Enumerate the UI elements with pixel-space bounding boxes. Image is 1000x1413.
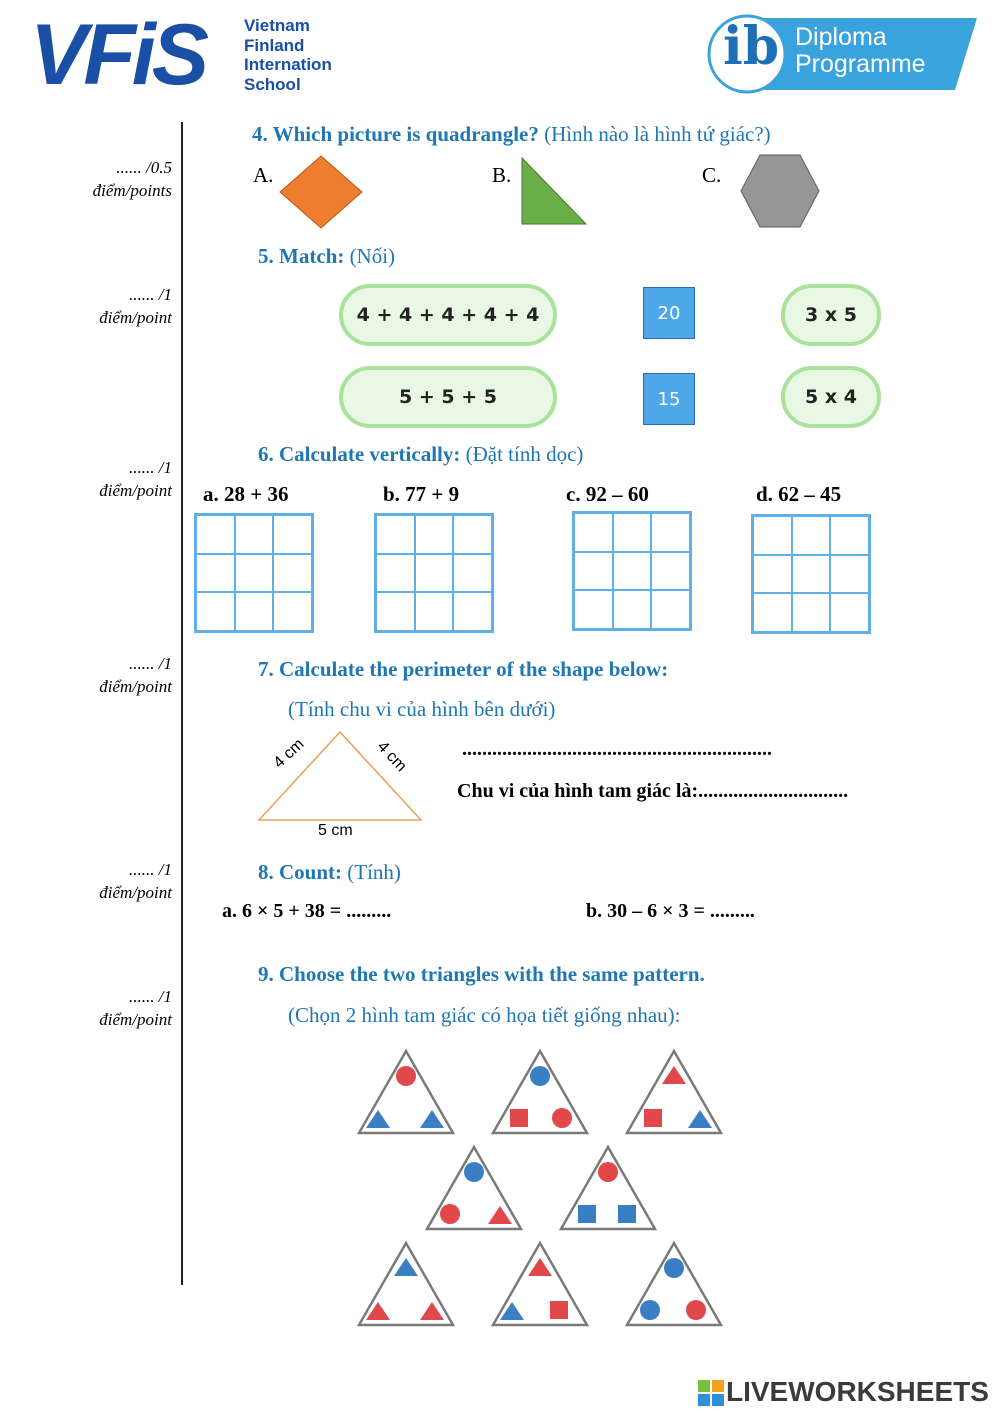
school-logo-mark: VFiS [30,7,206,103]
q5-left-item[interactable]: 4 + 4 + 4 + 4 + 4 [339,284,557,346]
q7-side-bottom-label: 5 cm [318,822,353,839]
q4-subtitle: (Hình nào là hình tứ giác?) [544,122,771,146]
school-name [244,16,332,94]
score-value: ...... /1 [129,458,172,477]
q7-side-right-label: 4 cm [373,738,410,776]
q9-triangle-2[interactable] [490,1048,590,1136]
ib-program-line: Diploma [795,23,887,51]
score-value: ...... /1 [129,987,172,1006]
score-unit: điểm/point [99,883,172,902]
school-name-line: School [244,74,301,94]
score-unit: điểm/point [99,677,172,696]
q5-middle-item[interactable]: 15 [643,373,695,425]
ib-logo-mark: ib [723,16,780,77]
q4-option-b-label: B. [492,163,512,187]
score-q5 [52,283,172,329]
q6-answer-grid[interactable] [194,513,314,633]
q5-left-item[interactable]: 5 + 5 + 5 [339,366,557,428]
q9-triangle-6[interactable] [356,1240,456,1328]
score-value: ...... /1 [129,285,172,304]
score-value: ...... /1 [129,654,172,673]
q6-title [258,442,583,467]
q6-item-label: b. 77 + 9 [383,482,460,506]
q5-right-item[interactable]: 5 x 4 [781,366,881,428]
q8-item-a[interactable]: a. 6 × 5 + 38 = ......... [222,900,392,922]
score-unit: điểm/point [99,481,172,500]
q6-answer-grid[interactable] [751,514,871,634]
score-unit: điểm/point [99,308,172,327]
liveworksheets-icon [698,1380,724,1406]
ib-program-name [795,24,926,78]
q6-item-label: d. 62 – 45 [756,482,842,506]
q8-title [258,860,401,885]
q7-subtitle: (Tính chu vi của hình bên dưới) [288,697,556,721]
school-logo [30,7,360,103]
q7-side-left-label: 4 cm [270,735,308,772]
q5-subtitle: (Nối) [349,244,396,268]
score-unit: điểm/points [92,181,172,200]
score-value: ...... /1 [129,860,172,879]
score-q9 [52,985,172,1031]
score-unit: điểm/point [99,1010,172,1029]
q7-answer-line[interactable]: .............................................................. [462,738,772,760]
q9-triangle-4[interactable] [424,1144,524,1232]
q4-title [252,122,771,147]
score-q7 [52,652,172,698]
q5-title-text: 5. Match: [258,244,345,268]
school-name-line: Internation [244,55,332,74]
q8-item-b[interactable]: b. 30 – 6 × 3 = ......... [586,900,755,922]
score-q6 [52,456,172,502]
q9-triangle-8[interactable] [624,1240,724,1328]
footer-brand-text: LIVEWORKSHEETS [726,1376,989,1407]
ib-logo [705,14,980,94]
q4-option-c-label: C. [702,163,722,187]
school-name-line: Finland [244,35,305,55]
margin-divider [181,122,183,1285]
q9-triangle-5[interactable] [558,1144,658,1232]
q9-triangle-1[interactable] [356,1048,456,1136]
score-q4 [52,156,172,202]
q7-triangle [255,728,425,824]
q9-triangle-3[interactable] [624,1048,724,1136]
q6-item-label: a. 28 + 36 [203,482,289,506]
q7-title: 7. Calculate the perimeter of the shape below: [258,657,669,681]
score-value: ...... /0.5 [116,158,172,177]
school-name-line: Vietnam [244,16,310,35]
q6-subtitle: (Đặt tính dọc) [465,442,584,466]
q9-subtitle: (Chọn 2 hình tam giác có họa tiết giống nhau): [288,1003,681,1027]
q4-option-a-label: A. [253,163,274,187]
q5-right-item[interactable]: 3 x 5 [781,284,881,346]
q6-item-label: c. 92 – 60 [566,482,649,506]
q7-answer-label[interactable]: Chu vi của hình tam giác là:.............................. [457,780,849,802]
q5-middle-item[interactable]: 20 [643,287,695,339]
q4-option-a-diamond[interactable] [276,152,366,232]
score-q8 [52,858,172,904]
q8-title-text: 8. Count: [258,860,343,884]
q4-option-b-triangle[interactable] [518,154,590,228]
q4-option-c-hexagon[interactable] [739,152,821,230]
q6-title-text: 6. Calculate vertically: [258,442,461,466]
q4-title-text: 4. Which picture is quadrangle? [252,122,539,146]
q9-title: 9. Choose the two triangles with the same pattern. [258,962,705,986]
ib-program-line: Programme [795,50,926,78]
q6-answer-grid[interactable] [572,511,692,631]
q9-triangle-7[interactable] [490,1240,590,1328]
q6-answer-grid[interactable] [374,513,494,633]
q5-title [258,244,395,269]
q8-subtitle: (Tính) [347,860,401,884]
